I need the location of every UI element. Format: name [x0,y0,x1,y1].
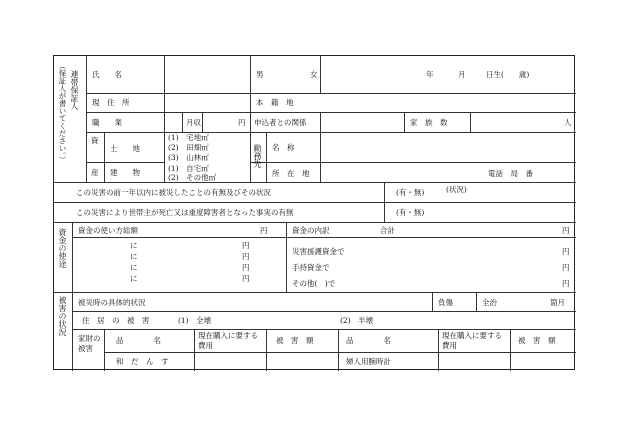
divider [54,202,576,203]
building-item-2: (2) その他㎡ [168,173,217,182]
divider [86,162,164,163]
breakdown-own-yen: 円 [562,263,570,272]
months-label: 箇月 [550,298,565,307]
divider [86,56,87,182]
divider [54,222,576,223]
breakdown-own: 手持資金で [292,263,330,272]
use-row-4: に [130,274,138,283]
divider [250,56,251,182]
divider [250,162,576,163]
divider [432,292,433,311]
divider [182,112,183,132]
divider [104,329,105,371]
divider [86,93,576,94]
divider [320,112,321,132]
building-label: 建 物 [110,168,140,177]
land-item-3: (3) 山林㎡ [168,153,209,162]
divider [72,311,576,312]
use-total-yen: 円 [260,226,268,235]
guarantor-side-label: 連帯保証人 [70,70,79,110]
divider [510,329,511,371]
full-cure-label: 全治 [482,298,497,307]
injury-label: 負傷 [438,298,453,307]
divider [86,132,576,133]
dob-month: 月 [458,70,466,79]
breakdown-loan: 災害援護資金で [292,247,345,256]
col-item-1: 品 名 [116,336,161,345]
divider [438,329,439,371]
income-label: 月収 [186,118,201,127]
use-row-4-yen: 円 [242,274,250,283]
household-item-2: 婦人用腕時計 [346,357,391,366]
divider [266,132,267,182]
divider [384,182,385,222]
land-item-2: (2) 田畑㎡ [168,143,209,152]
gender-male: 男 [256,70,264,79]
funds-side-label: 資金の使途 [58,228,67,268]
divider [266,329,267,371]
divider [194,329,195,371]
family-label: 家 族 数 [410,118,448,127]
divider [104,132,105,182]
breakdown-total-yen: 円 [562,226,570,235]
divider [104,352,576,353]
col-cost-1: 現在購入に要する費用 [198,331,258,350]
dob-year: 年 [426,70,434,79]
breakdown-total: 合計 [380,226,395,235]
use-row-3-yen: 円 [242,263,250,272]
divider [202,112,203,132]
q1-answer: (有・無) [396,188,425,197]
assets-label-1: 資 [91,136,99,145]
divider [72,222,73,371]
occupation-label: 職 業 [92,118,122,127]
household-item-1: 和 だ ん す [116,357,169,366]
land-label: 土 地 [110,144,140,153]
divider [286,222,287,292]
divider [320,56,321,93]
q2-text: この災害により世帯主が死亡又は重度障害者となった事実の有無 [76,208,294,217]
damage-side-label: 被害の状況 [58,296,67,336]
guarantor-side-note: （保証人が書いてください。） [58,62,67,164]
use-row-1-yen: 円 [242,241,250,250]
guarantor-form [53,55,575,370]
household-damage-label: 家財の被害 [78,334,101,353]
building-item-1: (1) 自宅㎡ [168,164,209,173]
divider [54,292,576,293]
use-row-2-yen: 円 [242,252,250,261]
breakdown-header: 資金の内訳 [292,226,330,235]
breakdown-loan-yen: 円 [562,247,570,256]
housing-option-2: (2) 半壊 [340,316,374,325]
use-row-1: に [130,241,138,250]
q1-status: (状況) [446,185,467,194]
col-item-2: 品 名 [346,336,391,345]
housing-damage-label: 住 居 の 被 害 [82,316,150,325]
honseki-label: 本 籍 地 [256,98,294,107]
divider [338,329,339,371]
use-row-2: に [130,252,138,261]
divider [86,112,576,113]
relation-label: 申込者との関係 [254,118,307,127]
use-row-3: に [130,263,138,272]
divider [476,292,477,311]
name-label: 氏 名 [92,70,122,79]
workplace-phone: 電話 局 番 [488,169,533,178]
damage-detail-label: 被災時の具体的状況 [78,298,146,307]
use-header: 資金の使い方総額 [78,226,138,235]
workplace-name: 名 称 [272,143,295,152]
address-label: 現 住 所 [92,98,130,107]
divider [72,329,576,330]
divider [164,56,165,182]
housing-option-1: (1) 全壊 [178,316,212,325]
workplace-location: 所 在 地 [272,169,310,178]
income-yen: 円 [238,118,246,127]
breakdown-other-yen: 円 [562,279,570,288]
dob-day-age: 日生( 歳) [486,70,530,79]
divider [54,182,576,183]
divider [320,132,321,182]
col-cost-2: 現在購入に要する費用 [442,331,502,350]
breakdown-other: その他( )で [292,279,336,288]
divider [470,112,471,132]
assets-label-2: 産 [91,168,99,177]
col-damage-1: 被 害 額 [276,336,314,345]
gender-female: 女 [310,70,318,79]
q2-answer: (有・無) [396,208,425,217]
divider [404,112,405,132]
workplace-label: 勤務先 [253,144,262,168]
family-persons: 人 [564,118,572,127]
divider [72,237,576,238]
col-damage-2: 被 害 額 [518,336,556,345]
land-item-1: (1) 宅地㎡ [168,133,209,142]
q1-text: この災害の前一年以内に被災したことの有無及びその状況 [76,188,271,197]
